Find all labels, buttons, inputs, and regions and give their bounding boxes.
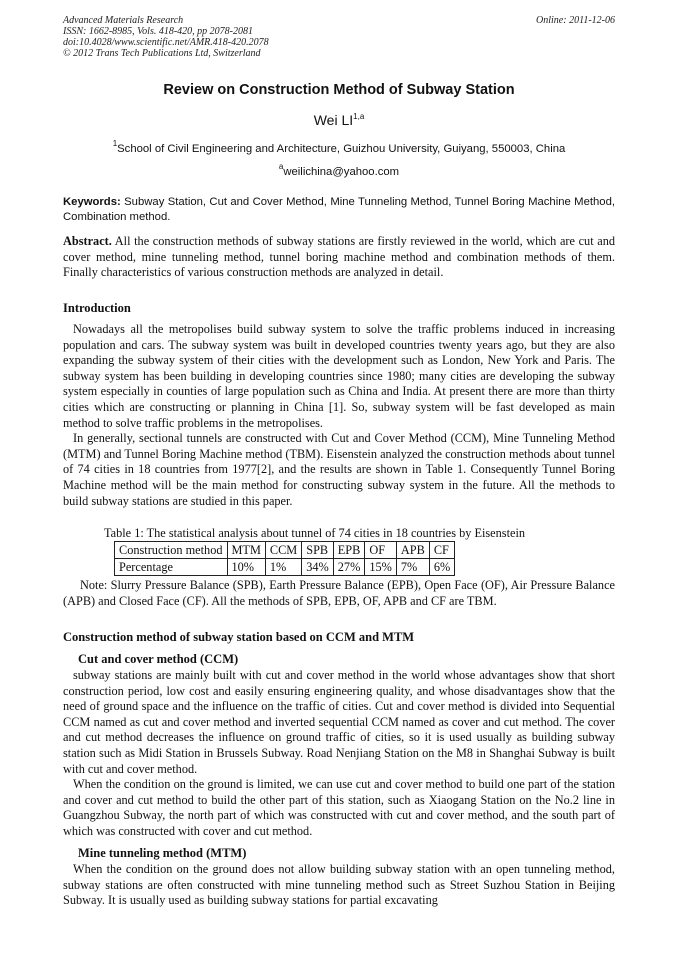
section-heading-introduction: Introduction [63,301,131,315]
online-date: Online: 2011-12-06 [536,15,615,26]
doi-line: doi:10.4028/www.scientific.net/AMR.418-420.2078 [63,37,269,48]
table-cell: 10% [227,559,265,576]
author-name: Wei LI [313,112,354,128]
journal-header [63,15,615,59]
table-cell: 7% [396,559,429,576]
paragraph: When the condition on the ground is limited, we can use cut and cover method to build one part of the station and cover and cut method to build the other part of this station, such as Xiaogang Station on the No.2 line in Guangzhou Subway, the north part of which was constructed with cut and cover method, and the south part of which was constructed with cover and cut method. [63,777,615,838]
table-cell: CF [429,542,454,559]
table-note [63,578,615,609]
subsection-heading-ccm: Cut and cover method (CCM) [78,652,239,666]
table-cell: Percentage [115,559,228,576]
abstract [63,234,615,281]
keywords [63,195,615,225]
table-cell: 15% [365,559,397,576]
table-cell: OF [365,542,397,559]
table-cell: Construction method [115,542,228,559]
keywords-label: Keywords: [63,196,121,208]
table-cell: 34% [302,559,334,576]
email-sup: a [278,162,284,171]
author-sup: 1,a [353,112,365,121]
paper-title: Review on Construction Method of Subway Station [163,82,515,98]
journal-name: Advanced Materials Research [63,15,184,26]
author-line [63,112,615,128]
table-header-row [115,542,455,559]
paragraph: When the condition on the ground does not allow building subway station with an open tunneling method, subway stations are often constructed with mine tunneling method such as Street Suzhou Station in Beijing Subway. It is usually used as building subway stations for partial excavating [63,862,615,908]
section-heading-ccm-mtm: Construction method of subway station based on CCM and MTM [63,630,415,644]
paragraph: In generally, sectional tunnels are constructed with Cut and Cover Method (CCM), Mine Tunneling Method (MTM) and Tunnel Boring Machine method (TBM). Eisenstein analyzed the construction methods about tunnel of 74 cities in 18 countries from 1977[2], and the results are shown in Table 1. Consequently Tunnel Boring Machine method will be the main method for constructing subway system in the future. All the methods to build subway stations are studied in this paper. [63,431,615,508]
abstract-text: All the construction methods of subway stations are firstly reviewed in the world, which are cut and cover method, mine tunneling method, tunnel boring machine method and combination methods of them. Finally characteristics of various construction methods are analyzed in detail. [63,234,615,280]
email-line [63,162,615,178]
statistics-table [114,541,455,576]
keywords-text: Subway Station, Cut and Cover Method, Mine Tunneling Method, Tunnel Boring Machine Method, Combination method. [63,196,615,223]
table-cell: EPB [333,542,365,559]
affiliation-text: School of Civil Engineering and Architecture, Guizhou University, Guiyang, 550003, China [117,143,566,155]
table-cell: 1% [265,559,301,576]
paragraph: subway stations are mainly built with cut and cover method in the world whose advantages show that short construction period, low cost and easily ensuring engineering quality, and whose disadvantages show that the need of ground space and the influence on the traffic of cities. Cut and cover method is divided into Sequential CCM named as cut and cover method and inverted sequential CCM named as cover and cut method. The cover and cut method decreases the influence on ground traffic of cities, so it is used usually as building subway station such as Midi Station in Brussels Subway. Road Nenjiang Station on the M8 in Shanghai Subway is built with cut and cover method. [63,668,615,776]
issn-line: ISSN: 1662-8985, Vols. 418-420, pp 2078-2081 [63,26,253,37]
table-cell: 27% [333,559,365,576]
email-address[interactable]: weilichina@yahoo.com [283,166,400,178]
copyright-line: © 2012 Trans Tech Publications Ltd, Switzerland [63,48,261,59]
table-cell: APB [396,542,429,559]
table-cell: CCM [265,542,301,559]
ccm-body [63,668,615,840]
table-cell: MTM [227,542,265,559]
table-cell: 6% [429,559,454,576]
introduction-body [63,322,615,509]
paragraph: Nowadays all the metropolises build subway system to solve the traffic problems induced in increasing population and cars. The subway system was built in developed countries twenty years ago, but they are also expanding the subway system of their cities with the development such as London, New York and Paris. The subway system has been building in developing countries since 1980; many cities are developing the subway system especially in counties of large population such as China and India. At present there are more than thirty cities which are constructing or planning in China [1]. So, subway system will be fast developed as main method to solve traffic problems in the metropolises. [63,322,615,430]
subsection-heading-mtm: Mine tunneling method (MTM) [78,846,247,860]
affiliation-sup: 1 [112,139,118,148]
mtm-body [63,862,615,909]
abstract-label: Abstract. [63,234,112,248]
paragraph: Note: Slurry Pressure Balance (SPB), Earth Pressure Balance (EPB), Open Face (OF), Air Pressure Balance (APB) and Closed Face (CF). All the methods of SPB, EPB, OF, APB and CF are TBM. [63,578,615,608]
table-caption: Table 1: The statistical analysis about tunnel of 74 cities in 18 countries by Eisenstein [104,526,526,540]
table-row [115,559,455,576]
table-cell: SPB [302,542,334,559]
affiliation-line [63,139,615,155]
